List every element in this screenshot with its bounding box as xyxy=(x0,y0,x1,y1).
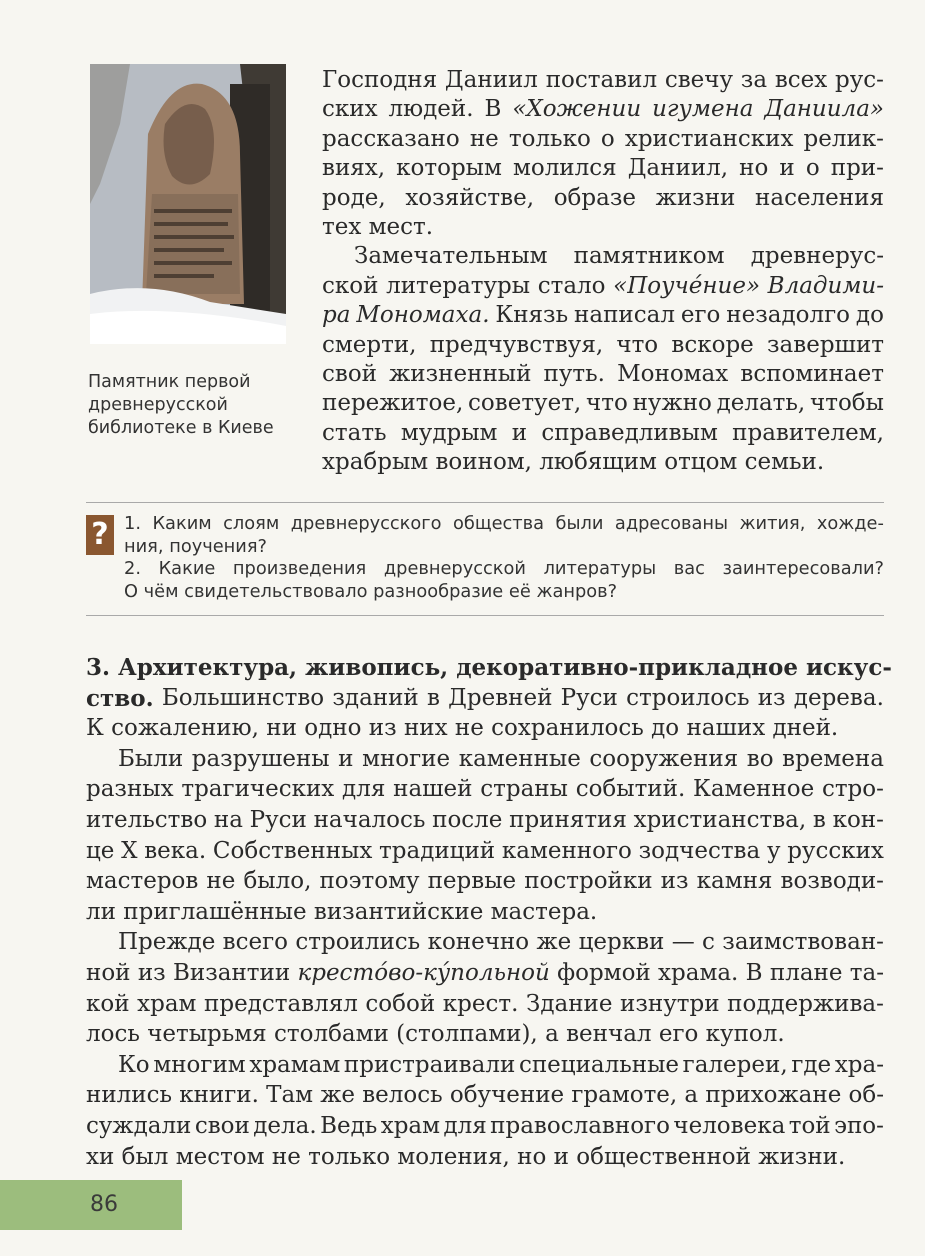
word: чтобы xyxy=(810,390,884,417)
text-line xyxy=(322,242,884,271)
word: жизни. xyxy=(758,1143,846,1170)
word: специальные xyxy=(518,1051,679,1078)
word: хи xyxy=(86,1143,122,1170)
word: из xyxy=(137,959,166,986)
word: были xyxy=(555,513,604,534)
word: было, xyxy=(243,868,312,895)
right-column-text xyxy=(322,66,884,477)
word: игумена xyxy=(652,96,754,123)
word: прихожане xyxy=(705,1082,842,1109)
word: трагических xyxy=(181,776,335,803)
word: четырьмя xyxy=(147,1021,274,1048)
word: жизненный xyxy=(389,360,532,387)
text-line xyxy=(322,301,884,330)
word: и xyxy=(779,155,795,182)
word: пережитое, xyxy=(322,390,464,417)
word: всех xyxy=(774,67,828,93)
word: разрушены xyxy=(191,745,330,772)
word: лось xyxy=(86,1021,148,1048)
word: стать xyxy=(322,419,387,446)
word: рассказано xyxy=(322,125,460,152)
word: храма. xyxy=(658,959,739,986)
word: не xyxy=(469,125,499,152)
word: свидетельствовало xyxy=(184,580,374,602)
word: общества xyxy=(453,513,545,534)
word: но xyxy=(517,1143,554,1170)
text-line xyxy=(86,1143,884,1174)
word: и xyxy=(511,419,528,446)
word: Большинство xyxy=(161,684,325,711)
word: не xyxy=(206,868,236,895)
word: Здание xyxy=(525,990,613,1017)
word: поэтому xyxy=(319,868,420,895)
word: при- xyxy=(830,155,884,182)
word: поддержива- xyxy=(727,990,884,1017)
word: общественной xyxy=(576,1143,759,1170)
word: только xyxy=(508,125,591,152)
word: мастеров xyxy=(86,868,199,895)
word: эпо- xyxy=(834,1112,884,1139)
word: что xyxy=(586,390,628,417)
word: что xyxy=(616,331,659,358)
word: и xyxy=(553,1143,577,1170)
word: века. xyxy=(144,837,207,864)
word: Мономах xyxy=(617,360,729,387)
word: поучения? xyxy=(169,535,267,557)
word: изнутри xyxy=(620,990,720,1017)
word: галереи, xyxy=(682,1051,788,1078)
word: вскоре xyxy=(671,331,754,358)
word: путь. xyxy=(543,360,605,387)
word: ских xyxy=(322,96,378,123)
word: её xyxy=(508,580,537,602)
word: дней. xyxy=(772,715,839,742)
word: книги. xyxy=(179,1082,259,1109)
word: приглашённые xyxy=(123,898,314,925)
word: зданий xyxy=(332,684,419,711)
word: а xyxy=(545,1021,567,1048)
word: ительство xyxy=(86,806,208,833)
text-line xyxy=(322,95,884,124)
word: каменные xyxy=(458,745,581,772)
word: венчал xyxy=(566,1021,659,1048)
word: церкви xyxy=(578,929,665,956)
section-text xyxy=(86,653,892,1173)
word: времена xyxy=(782,745,884,772)
word: та- xyxy=(849,959,884,986)
word: вспоминает xyxy=(740,360,884,387)
text-line xyxy=(86,898,884,929)
word: адресованы xyxy=(614,513,729,534)
word: незадолго xyxy=(726,302,850,329)
word: христианства, xyxy=(633,806,807,833)
word: велось xyxy=(362,1082,443,1109)
photo-caption xyxy=(88,371,298,440)
word: X xyxy=(121,837,138,864)
word: мест. xyxy=(368,213,434,240)
word: (столпами), xyxy=(396,1021,546,1048)
word: началось xyxy=(313,806,426,833)
text-line xyxy=(86,745,884,776)
word: всего xyxy=(222,929,289,956)
word: на xyxy=(213,806,243,833)
word: но xyxy=(739,155,769,182)
word: них xyxy=(403,715,455,742)
word: Владими- xyxy=(767,272,884,299)
word: человека xyxy=(673,1112,786,1139)
word: образе xyxy=(553,184,636,211)
word: Господня xyxy=(322,67,438,93)
word: об- xyxy=(848,1082,884,1109)
word: виях, xyxy=(322,155,386,182)
word: роде, xyxy=(322,184,386,211)
word: до xyxy=(855,302,884,329)
word: це xyxy=(86,837,115,864)
word: релик- xyxy=(803,125,884,152)
word: справедливым xyxy=(541,419,718,446)
word: во xyxy=(746,745,774,772)
text-line xyxy=(86,714,884,745)
word: моления, xyxy=(397,1143,518,1170)
word: ской xyxy=(322,272,379,299)
word: Мономаха. xyxy=(356,302,490,329)
word: в xyxy=(427,684,440,711)
word: же xyxy=(536,929,572,956)
word: семьи. xyxy=(744,449,825,476)
word: православного xyxy=(490,1112,670,1139)
word: населения xyxy=(755,184,884,211)
text-line xyxy=(322,448,884,477)
text-line xyxy=(322,360,884,389)
word: сооружения xyxy=(589,745,739,772)
word: был xyxy=(121,1143,176,1170)
word: собой xyxy=(365,990,436,1017)
word: Ко xyxy=(118,1051,150,1078)
word: О xyxy=(124,580,144,602)
word: тех xyxy=(322,213,369,240)
word: его xyxy=(680,302,721,329)
word: строились xyxy=(295,929,421,956)
word: Древней xyxy=(448,684,553,711)
word: событий. xyxy=(575,776,686,803)
text-line xyxy=(86,928,884,959)
word: христианских xyxy=(624,125,794,152)
text-line xyxy=(86,959,884,990)
word: после xyxy=(432,806,503,833)
word: плане xyxy=(769,959,843,986)
word: ни xyxy=(266,715,305,742)
word: 1. xyxy=(124,513,141,534)
word: правителем, xyxy=(732,419,884,446)
word: предчувствуя, xyxy=(429,331,604,358)
word: только xyxy=(308,1143,398,1170)
word: грамоте, xyxy=(571,1082,678,1109)
word: нужно xyxy=(632,390,712,417)
word: хожде- xyxy=(816,513,884,534)
word: мудрым xyxy=(400,419,498,446)
text-line xyxy=(124,513,884,536)
word: литературы xyxy=(386,272,531,299)
word: ной xyxy=(86,959,131,986)
word: за xyxy=(740,67,768,93)
word: Там xyxy=(266,1082,314,1109)
word: многие xyxy=(362,745,451,772)
word: завершит xyxy=(767,331,884,358)
word: «Хожении xyxy=(512,96,642,123)
word: делать, xyxy=(716,390,806,417)
word: молился xyxy=(512,155,617,182)
word: жизни xyxy=(655,184,736,211)
word: ра xyxy=(322,302,351,329)
questions-block xyxy=(86,502,884,616)
word: стало xyxy=(537,272,606,299)
caption-line: древнерусской xyxy=(88,395,228,415)
word: каменного xyxy=(501,837,632,864)
word: Руси xyxy=(249,806,307,833)
word: храм xyxy=(137,990,197,1017)
word: у xyxy=(766,837,781,864)
word: Какие xyxy=(158,558,216,580)
text-line xyxy=(86,1051,884,1082)
word: храбрым xyxy=(322,449,436,476)
word: памятником xyxy=(573,243,725,270)
word: Даниил xyxy=(444,67,538,93)
text-line xyxy=(86,837,884,868)
word: суждали xyxy=(86,1112,192,1139)
word: с xyxy=(702,929,715,956)
word: а xyxy=(684,1082,699,1109)
word: в xyxy=(812,806,826,833)
word: традиций xyxy=(379,837,496,864)
word: дерева. xyxy=(793,684,884,711)
word: свечу xyxy=(664,67,734,93)
word: Византии xyxy=(172,959,291,986)
word: древнерус- xyxy=(750,243,884,270)
word: ли xyxy=(86,898,124,925)
word: наших xyxy=(686,715,773,742)
word: о xyxy=(805,155,820,182)
word: нились xyxy=(86,1082,173,1109)
word: кой xyxy=(86,990,130,1017)
text-line xyxy=(322,331,884,360)
word: древнерусского xyxy=(290,513,442,534)
word: из xyxy=(368,715,404,742)
word: жанров? xyxy=(536,580,618,602)
word: возводи- xyxy=(780,868,884,895)
word: К xyxy=(86,715,112,742)
text-line xyxy=(86,775,884,806)
word: Князь xyxy=(495,302,569,329)
question-mark-icon: ? xyxy=(86,515,114,555)
monument-illustration xyxy=(90,64,286,344)
word: принятия xyxy=(509,806,627,833)
word: до xyxy=(651,715,687,742)
word: же xyxy=(320,1082,356,1109)
word: не xyxy=(454,715,492,742)
word: купол. xyxy=(705,1021,785,1048)
word: одно xyxy=(304,715,369,742)
text-line xyxy=(86,1020,884,1051)
text-line xyxy=(86,1112,884,1143)
word: той xyxy=(788,1112,831,1139)
heading-continuation xyxy=(86,684,884,715)
caption-line: Памятник первой xyxy=(88,372,251,392)
word: храмам xyxy=(249,1051,341,1078)
word: чём xyxy=(143,580,185,602)
word: страны xyxy=(480,776,568,803)
heading-part-2: ство. xyxy=(86,684,154,712)
word: первые xyxy=(427,868,517,895)
word: «Поуче́ние» xyxy=(613,272,761,299)
word: любящим xyxy=(539,449,665,476)
monument-photo xyxy=(90,64,286,344)
word: заинтересовали? xyxy=(722,558,884,580)
word: нашей xyxy=(393,776,473,803)
caption-line: библиотеке в Киеве xyxy=(88,418,274,438)
text-line xyxy=(322,389,884,418)
page-number: 86 xyxy=(0,1180,182,1230)
word: стро- xyxy=(821,776,884,803)
word: произведения xyxy=(232,558,367,580)
word: местом xyxy=(175,1143,272,1170)
word: жития, xyxy=(739,513,806,534)
word: Руси xyxy=(560,684,618,711)
word: где xyxy=(791,1051,832,1078)
questions-text xyxy=(124,513,884,603)
text-line xyxy=(322,125,884,154)
word: многим xyxy=(153,1051,246,1078)
word: кресто́во-ку́польной xyxy=(297,959,550,986)
word: из xyxy=(660,868,689,895)
section-heading xyxy=(86,653,892,684)
text-line xyxy=(86,990,884,1021)
word: ния, xyxy=(124,535,170,557)
word: воином, xyxy=(435,449,540,476)
word: из xyxy=(757,684,786,711)
word: В xyxy=(745,959,763,986)
word: написал xyxy=(574,302,675,329)
text-line xyxy=(124,581,884,604)
text-line xyxy=(124,558,884,581)
word: сохранилось xyxy=(491,715,652,742)
word: Прежде xyxy=(118,929,216,956)
heading-line-1: 3. Архитектура, живопись, декоративно-прикладное искус- xyxy=(86,654,892,681)
word: мастера. xyxy=(490,898,598,925)
word: столбами xyxy=(274,1021,397,1048)
word: Даниила» xyxy=(764,96,884,123)
word: литературы xyxy=(543,558,657,580)
word: разнообразие xyxy=(373,580,509,602)
word: Каменное xyxy=(693,776,815,803)
word: Ведь xyxy=(320,1112,378,1139)
word: разных xyxy=(86,776,174,803)
word: формой xyxy=(557,959,651,986)
text-line xyxy=(124,536,884,559)
word: рус- xyxy=(835,67,884,93)
word: которым xyxy=(396,155,502,182)
word: и xyxy=(338,745,354,772)
word: русских xyxy=(787,837,884,864)
word: свой xyxy=(322,360,378,387)
word: для xyxy=(443,1112,487,1139)
word: храм xyxy=(380,1112,441,1139)
word: Собственных xyxy=(212,837,373,864)
word: свои xyxy=(194,1112,250,1139)
word: Были xyxy=(118,745,184,772)
word: заимствован- xyxy=(722,929,884,956)
word: Замечательным xyxy=(354,243,548,270)
text-line xyxy=(86,806,884,837)
word: для xyxy=(342,776,386,803)
text-line xyxy=(322,66,884,95)
word: дела. xyxy=(253,1112,317,1139)
word: крест. xyxy=(442,990,519,1017)
word: смерти, xyxy=(322,331,417,358)
word: не xyxy=(271,1143,309,1170)
word: — xyxy=(671,929,695,956)
word: В xyxy=(484,96,502,123)
word: кон- xyxy=(832,806,884,833)
word: сожалению, xyxy=(111,715,267,742)
text-line xyxy=(322,213,884,242)
word: строилось xyxy=(626,684,750,711)
word: о xyxy=(600,125,615,152)
word: хозяйстве, xyxy=(405,184,535,211)
word: камня xyxy=(696,868,773,895)
text-line xyxy=(86,867,884,898)
word: слоям xyxy=(223,513,280,534)
text-line xyxy=(322,419,884,448)
word: 2. xyxy=(124,558,141,580)
word: его xyxy=(658,1021,706,1048)
word: постройки xyxy=(524,868,653,895)
text-line xyxy=(322,272,884,301)
word: поставил xyxy=(545,67,658,93)
text-line xyxy=(322,184,884,213)
word: византийские xyxy=(313,898,491,925)
word: Даниил, xyxy=(627,155,729,182)
word: Каким xyxy=(152,513,212,534)
word: хра- xyxy=(834,1051,884,1078)
word: людей. xyxy=(388,96,474,123)
text-line xyxy=(86,1081,884,1112)
word: пристраивали xyxy=(343,1051,516,1078)
text-line xyxy=(322,154,884,183)
word: представлял xyxy=(204,990,358,1017)
word: вас xyxy=(673,558,705,580)
word: древнерусской xyxy=(383,558,526,580)
word: отцом xyxy=(664,449,745,476)
word: обучение xyxy=(449,1082,565,1109)
word: советует, xyxy=(468,390,582,417)
word: конечно xyxy=(427,929,530,956)
word: зодчества xyxy=(638,837,761,864)
